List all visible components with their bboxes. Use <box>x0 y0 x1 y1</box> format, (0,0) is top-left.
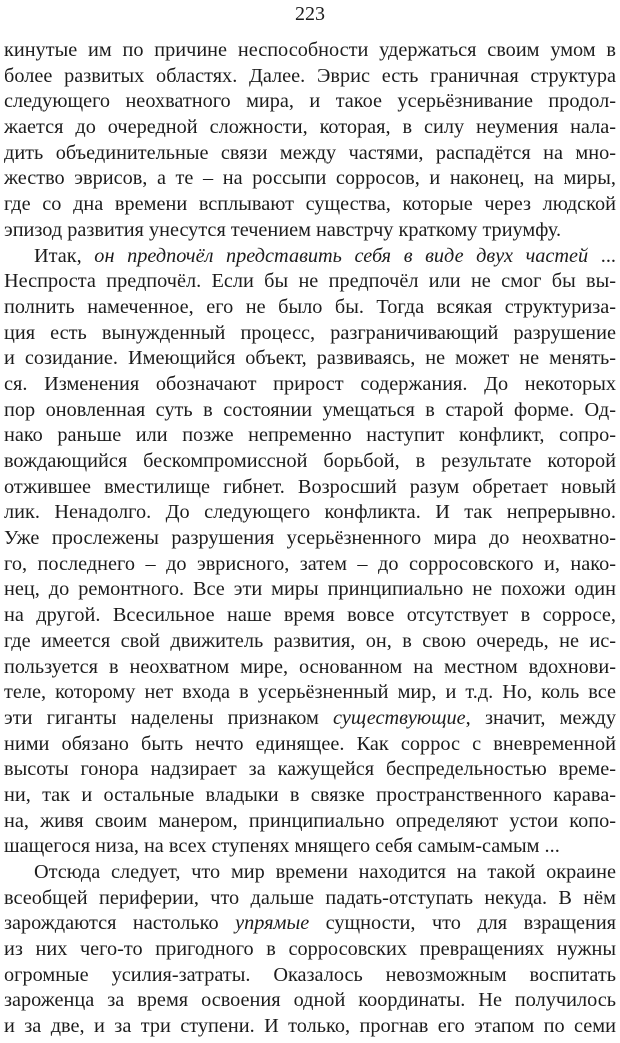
text-segment: лик. Ненадолго. До следующего конфликта. И так непрерывно. <box>4 501 616 524</box>
text-line <box>4 988 616 1014</box>
text-line <box>4 218 616 244</box>
text-segment: Уже прослежены разрушения усерьёзненного мира до неохватно- <box>4 527 616 550</box>
text-line <box>4 886 616 912</box>
text-line <box>4 398 616 424</box>
text-segment: пользуется в неохватном мире, основанном на местном вдохнови- <box>4 655 616 678</box>
text-segment: где имеется свой движитель развития, он, в свою очередь, не ис- <box>4 629 616 652</box>
text-segment: шащегося низа, на всех ступенях мнящего себя самым-самым ... <box>4 835 560 858</box>
text-segment: из них чего-то пригодного в сорросовских превращениях нужны <box>4 938 616 961</box>
text-line <box>4 603 616 629</box>
text-line <box>4 706 616 732</box>
text-line <box>4 269 616 295</box>
text-segment: ция есть вынужденный процесс, разграничивающий разрушение <box>4 321 616 344</box>
text-segment: пор оновленная суть в состоянии умещаться в старой форме. Од- <box>4 398 616 421</box>
text-line <box>4 423 616 449</box>
text-segment: эпизод развития унесутся течением навстрчу краткому триумфу. <box>4 218 562 241</box>
text-line <box>4 244 616 270</box>
text-line <box>4 860 616 886</box>
text-line <box>4 757 616 783</box>
text-segment: ни, так и остальные владыки в связке пространственного карава- <box>4 783 616 806</box>
text-segment: высоты гонора надзирает за кажущейся беспредельностью време- <box>4 758 616 781</box>
text-line <box>4 321 616 347</box>
text-segment: сущности, что для взращения <box>309 912 616 935</box>
text-line <box>4 141 616 167</box>
text-segment: всеобщей периферии, что дальше падать-отступать некуда. В нём <box>4 886 616 909</box>
text-segment: ними обязано быть нечто единящее. Как соррос с вневременной <box>4 732 616 755</box>
text-line <box>4 937 616 963</box>
text-segment: зарождаются настолько <box>4 912 236 935</box>
text-segment: жается до очередной сложности, которая, в силу неумения нала- <box>4 116 616 139</box>
text-line <box>4 500 616 526</box>
text-segment: и за две, и за три ступени. И только, прогнав его этапом по семи <box>4 1015 616 1038</box>
text-segment: Итак, <box>34 244 95 267</box>
text-line <box>4 192 616 218</box>
text-segment: полнить намеченное, его не было бы. Тогда всякая структуриза- <box>4 295 616 318</box>
text-segment: ся. Изменения обозначают прирост содержания. До некоторых <box>4 372 616 395</box>
text-line <box>4 680 616 706</box>
text-segment: дить объединительные связи между частями, распадётся на мно- <box>4 141 616 164</box>
text-line <box>4 732 616 758</box>
text-segment: огромные усилия-затраты. Оказалось невозможным воспитать <box>4 963 616 986</box>
text-segment: го, последнего – до эврисного, затем – до сорросовского и, нако- <box>4 552 616 575</box>
text-segment: , значит, между <box>465 706 616 729</box>
text-segment: Неспроста предпочёл. Если бы не предпочёл или не смог бы вы- <box>4 270 616 293</box>
text-line <box>4 166 616 192</box>
text-segment: более развитых областях. Далее. Эврис есть граничная структура <box>4 64 616 87</box>
text-segment: жество эврисов, а те – на россыпи сорросов, и наконец, на миры, <box>4 167 616 190</box>
text-segment: на другой. Всесильное наше время вовсе отсутствует в сорросе, <box>4 604 616 627</box>
text-line <box>4 346 616 372</box>
text-line <box>4 115 616 141</box>
text-line <box>4 372 616 398</box>
text-segment: вождающийся бескомпромиссной борьбой, в результате которой <box>4 450 616 472</box>
text-segment: теле, которому нет входа в усерьёзненный мир, и т.д. Но, коль все <box>4 681 616 704</box>
text-segment: ... <box>588 244 616 267</box>
text-line <box>4 629 616 655</box>
text-line <box>4 89 616 115</box>
text-line <box>4 449 616 475</box>
text-line <box>4 1014 616 1040</box>
text-line <box>4 577 616 603</box>
italic-phrase: упрямые <box>235 912 310 935</box>
page-number: 223 <box>295 3 325 25</box>
text-segment: кинутые им по причине неспособности удержаться своим умом в <box>4 39 616 61</box>
text-segment: отжившее вместилище гибнет. Возросший разум обретает новый <box>4 475 616 498</box>
text-line <box>4 834 616 860</box>
text-segment: Отсюда следует, что мир времени находится на такой окраине <box>34 861 616 883</box>
text-segment: зароженца за время освоения одной координаты. Не получилось <box>4 989 616 1012</box>
italic-phrase: существующие <box>333 706 466 729</box>
text-line <box>4 963 616 989</box>
text-line <box>4 526 616 552</box>
text-segment: где со дна времени всплывают существа, которые через людской <box>4 193 616 216</box>
text-segment: нец, до ремонтного. Все эти миры принципиально не похожи один <box>4 578 616 601</box>
text-segment: эти гиганты наделены признаком <box>4 706 334 729</box>
text-line <box>4 64 616 90</box>
text-segment: и созидание. Имеющийся объект, развиваясь, не может не менять- <box>4 347 616 370</box>
text-line <box>4 295 616 321</box>
body-text <box>4 38 616 1040</box>
text-segment: нако раньше или позже непременно наступит конфликт, сопро- <box>4 424 616 447</box>
text-line <box>4 809 616 835</box>
text-line <box>4 655 616 681</box>
text-segment: следующего неохватного мира, и такое усерьёзнивание продол- <box>4 90 616 113</box>
text-line <box>4 911 616 937</box>
italic-phrase: он предпочёл представить себя в виде двух частей <box>94 244 589 267</box>
text-line <box>4 38 616 64</box>
text-line <box>4 475 616 501</box>
text-line <box>4 783 616 809</box>
text-segment: на, живя своим манером, принципиально определяют устои копо- <box>4 809 616 832</box>
text-line <box>4 552 616 578</box>
